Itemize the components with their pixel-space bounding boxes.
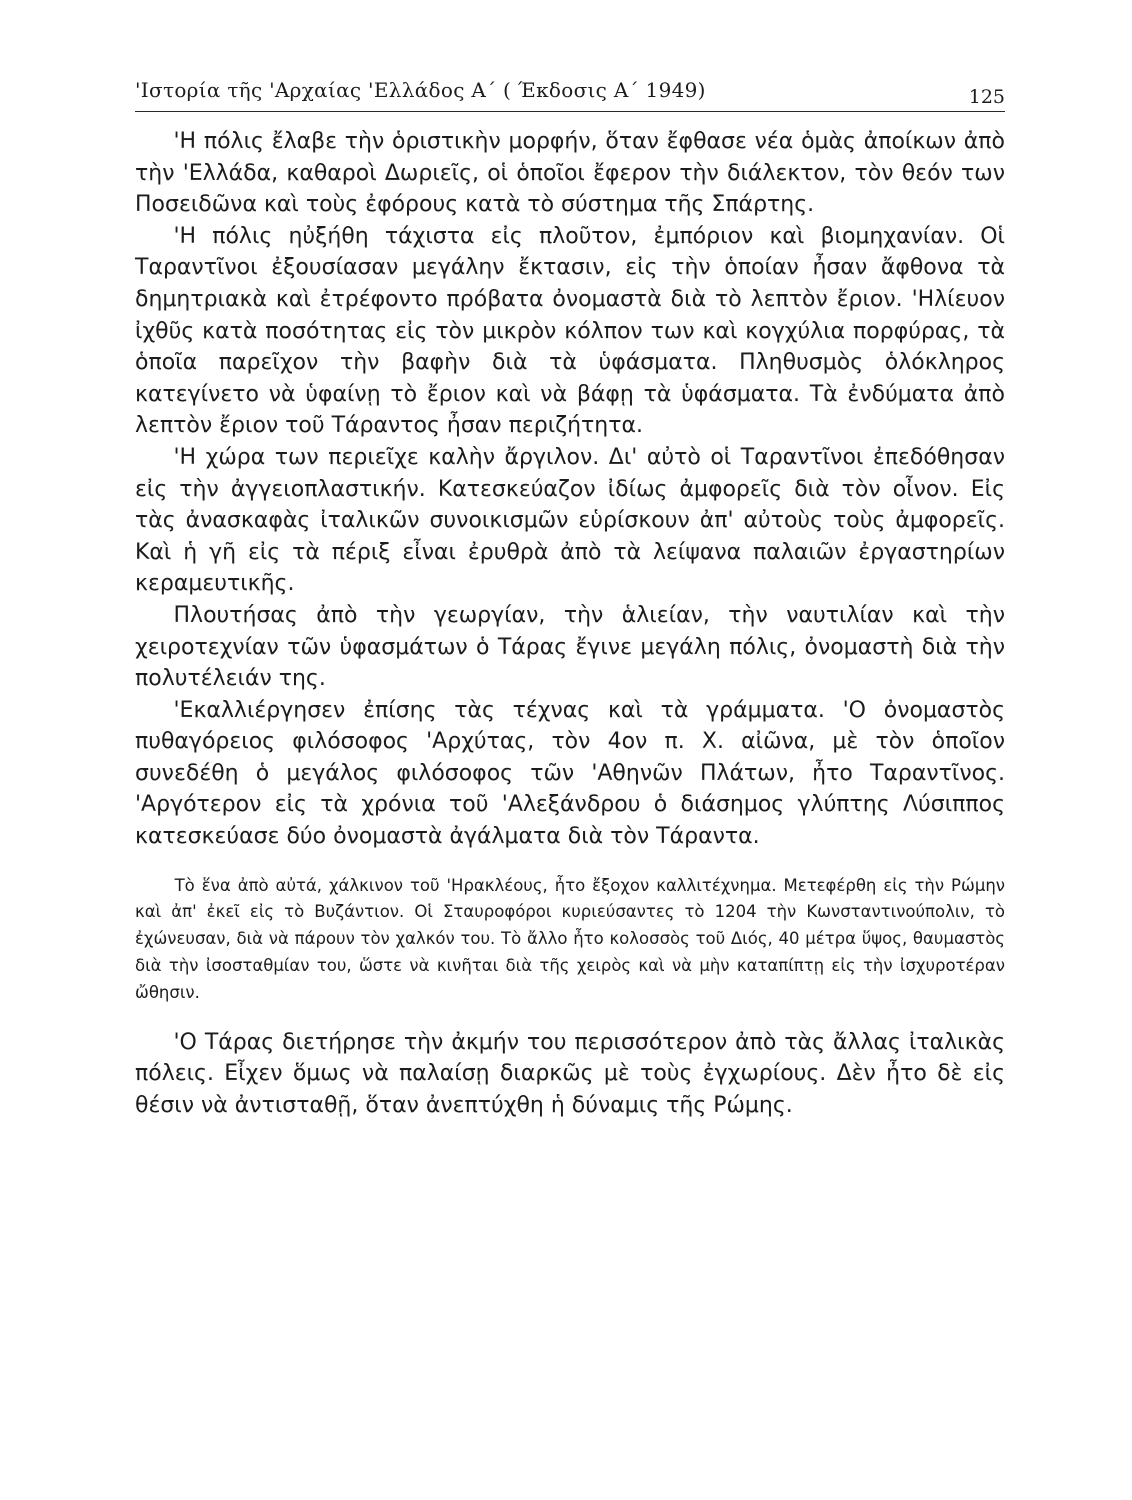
paragraph-pottery: 'Η χώρα των περιεῖχε καλὴν ἄργιλον. Δι' αὐτὸ οἱ Ταραντῖνοι ἐπεδόθησαν εἰς τὴν ἀγγειοπλαστικήν. Κατεσκεύαζον ἰδίως ἀμφορεῖς διὰ τὸν οἶνον. Εἰς τὰς ἀνασκαφὰς ἰταλικῶν συνοικισμῶν εὑρίσκουν ἀπ' αὐτοὺς τοὺς ἀμφορεῖς. Καὶ ἡ γῆ εἰς τὰ πέριξ εἶναι ἐρυθρὰ ἀπὸ τὰ λείψανα παλαιῶν ἐργαστηρίων κεραμευτικῆς.: [135, 444, 1005, 597]
paragraph-wealth: 'Η πόλις ηὐξήθη τάχιστα εἰς πλοῦτον, ἐμπόριον καὶ βιομηχανίαν. Οἱ Ταραντῖνοι ἐξουσίασαν μεγάλην ἔκτασιν, εἰς τὴν ὁποίαν ἦσαν ἄφθονα τὰ δημητριακὰ καὶ ἐτρέφοντο πρόβατα ὀνομαστὰ διὰ τὸ λεπτὸν ἔριον. 'Ηλίευον ἰχθῦς κατὰ ποσότητας εἰς τὸν μικρὸν κόλπον των καὶ κογχύλια πορφύρας, τὰ ὁποῖα παρεῖχον τὴν βαφὴν διὰ τὰ ὑφάσματα. Πληθυσμὸς ὁλόκληρος κατεγίνετο νὰ ὑφαίνῃ τὸ ἔριον καὶ νὰ βάφῃ τὰ ὑφάσματα. Τὰ ἐνδύματα ἀπὸ λεπτὸν ἔριον τοῦ Τάραντος ἦσαν περιζήτητα.: [135, 223, 1005, 439]
footnote-statues: Τὸ ἕνα ἀπὸ αὐτά, χάλκινον τοῦ 'Ηρακλέους, ἦτο ἔξοχον καλλιτέχνημα. Μετεφέρθη εἰς τὴν Ρώμην καὶ ἀπ' ἐκεῖ εἰς τὸ Βυζάντιον. Οἱ Σταυροφόροι κυριεύσαντες τὸ 1204 τὴν Κωνσταντινούπολιν, τὸ ἐχώνευσαν, διὰ νὰ πάρουν τὸν χαλκόν του. Τὸ ἄλλο ἦτο κολοσσὸς τοῦ Διός, 40 μέτρα ὕψος, θαυμαστὸς διὰ τὴν ἰσοσταθμίαν του, ὥστε νὰ κινῆται διὰ τῆς χειρὸς καὶ νὰ μὴν καταπίπτῃ εἰς τὴν ἰσχυροτέραν ὤθησιν.: [135, 875, 1005, 1002]
running-header: [135, 72, 1005, 112]
paragraph-arts: 'Εκαλλιέργησεν ἐπίσης τὰς τέχνας καὶ τὰ γράμματα. 'Ο ὀνομαστὸς πυθαγόρειος φιλόσοφος 'Αρχύτας, τὸν 4ον π. Χ. αἰῶνα, μὲ τὸν ὁποῖον συνεδέθη ὁ μεγάλος φιλόσοφος τῶν 'Αθηνῶν Πλάτων, ἦτο Ταραντῖνος. 'Αργότερον εἰς τὰ χρόνια τοῦ 'Αλεξάνδρου ὁ διάσημος γλύπτης Λύσιππος κατεσκεύασε δύο ὀνομαστὰ ἀγάλματα διὰ τὸν Τάραντα.: [135, 697, 1005, 850]
page-body: [135, 126, 1005, 1121]
paragraph-colonists: 'Η πόλις ἔλαβε τὴν ὁριστικὴν μορφήν, ὅταν ἔφθασε νέα ὁμὰς ἀποίκων ἀπὸ τὴν 'Ελλάδα, καθαροὶ Δωριεῖς, οἱ ὁποῖοι ἔφερον τὴν διάλεκτον, τὸν θεόν των Ποσειδῶνα καὶ τοὺς ἐφόρους κατὰ τὸ σύστημα τῆς Σπάρτης.: [135, 129, 1005, 218]
page-number: 125: [968, 86, 1005, 108]
header-title: 'Ιστορία τῆς 'Αρχαίας 'Ελλάδος Α΄ ( Έκδοσις Α΄ 1949): [135, 78, 706, 102]
paragraph-rome: 'Ο Τάρας διετήρησε τὴν ἀκμήν του περισσότερον ἀπὸ τὰς ἄλλας ἰταλικὰς πόλεις. Εἶχεν ὅμως νὰ παλαίσῃ διαρκῶς μὲ τοὺς ἐγχωρίους. Δὲν ἦτο δὲ εἰς θέσιν νὰ ἀντισταθῇ, ὅταν ἀνεπτύχθη ἡ δύναμις τῆς Ρώμης.: [135, 1029, 1005, 1118]
paragraph-prosperity: Πλουτήσας ἀπὸ τὴν γεωργίαν, τὴν ἁλιείαν, τὴν ναυτιλίαν καὶ τὴν χειροτεχνίαν τῶν ὑφασμάτων ὁ Τάρας ἔγινε μεγάλη πόλις, ὀνομαστὴ διὰ τὴν πολυτέλειάν της.: [135, 602, 1005, 692]
